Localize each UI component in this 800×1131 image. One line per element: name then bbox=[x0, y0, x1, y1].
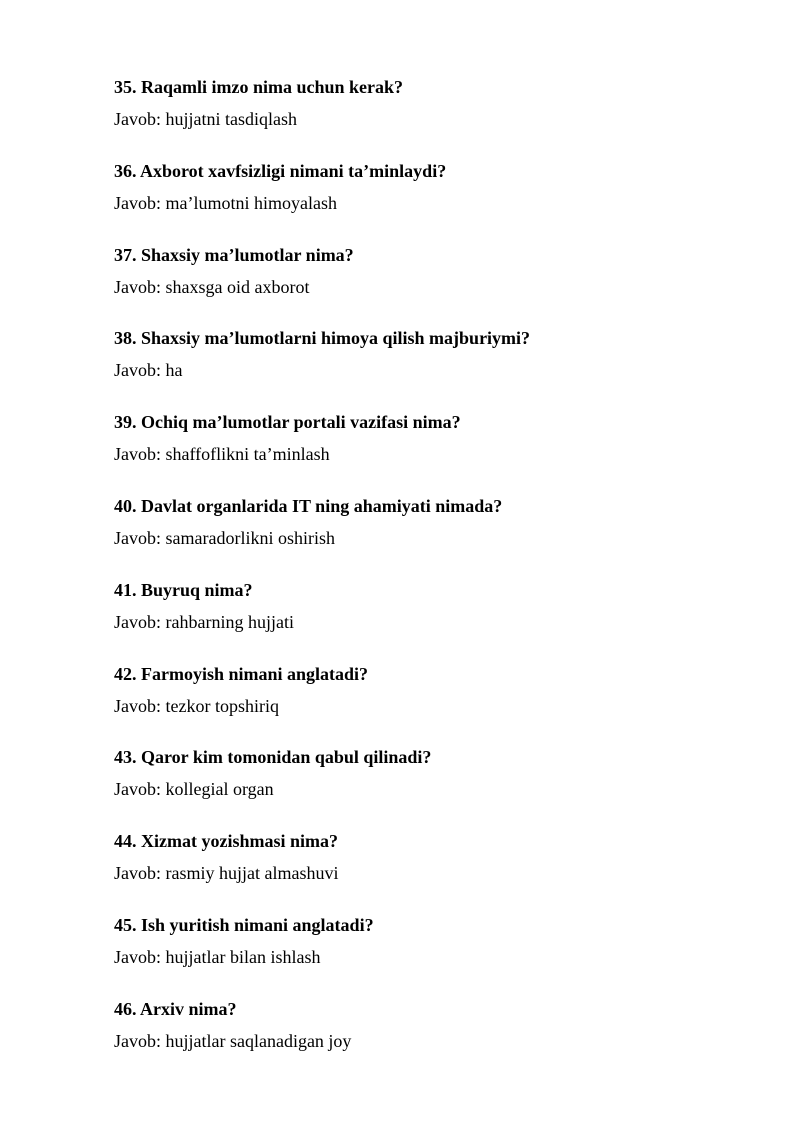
answer-text: Javob: ha bbox=[114, 360, 183, 381]
question-text: 41. Buyruq nima? bbox=[114, 579, 253, 600]
question-text: 40. Davlat organlarida IT ning ahamiyati nimada? bbox=[114, 495, 503, 516]
qa-item bbox=[114, 912, 754, 996]
qa-item bbox=[114, 493, 754, 577]
qa-item bbox=[114, 325, 754, 409]
qa-item bbox=[114, 661, 754, 745]
answer-text: Javob: rahbarning hujjati bbox=[114, 611, 294, 632]
question-text: 35. Raqamli imzo nima uchun kerak? bbox=[114, 77, 404, 97]
answer-text: Javob: shaffoflikni ta’minlash bbox=[114, 444, 330, 465]
qa-item bbox=[114, 828, 754, 912]
question-text: 36. Axborot xavfsizligi nimani ta’minlaydi? bbox=[114, 160, 447, 181]
answer-text: Javob: hujjatlar saqlanadigan joy bbox=[114, 1030, 352, 1051]
answer-text: Javob: shaxsga oid axborot bbox=[114, 276, 310, 297]
question-text: 42. Farmoyish nimani anglatadi? bbox=[114, 663, 369, 684]
qa-item bbox=[114, 158, 754, 242]
answer-text: Javob: hujjatni tasdiqlash bbox=[114, 109, 297, 129]
answer-text: Javob: ma’lumotni himoyalash bbox=[114, 192, 337, 213]
question-text: 44. Xizmat yozishmasi nima? bbox=[114, 831, 338, 852]
qa-list bbox=[114, 74, 754, 1080]
answer-text: Javob: samaradorlikni oshirish bbox=[114, 527, 335, 548]
question-text: 45. Ish yuritish nimani anglatadi? bbox=[114, 914, 374, 935]
question-text: 37. Shaxsiy ma’lumotlar nima? bbox=[114, 244, 354, 265]
answer-text: Javob: hujjatlar bilan ishlash bbox=[114, 946, 321, 967]
qa-item bbox=[114, 74, 754, 158]
answer-text: Javob: rasmiy hujjat almashuvi bbox=[114, 863, 339, 884]
qa-item bbox=[114, 242, 754, 326]
answer-text: Javob: kollegial organ bbox=[114, 779, 274, 800]
qa-item bbox=[114, 996, 754, 1080]
qa-item bbox=[114, 577, 754, 661]
question-text: 46. Arxiv nima? bbox=[114, 998, 237, 1019]
qa-item bbox=[114, 744, 754, 828]
qa-item bbox=[114, 409, 754, 493]
answer-text: Javob: tezkor topshiriq bbox=[114, 695, 279, 716]
question-text: 39. Ochiq ma’lumotlar portali vazifasi nima? bbox=[114, 412, 461, 433]
question-text: 43. Qaror kim tomonidan qabul qilinadi? bbox=[114, 747, 432, 768]
question-text: 38. Shaxsiy ma’lumotlarni himoya qilish majburiymi? bbox=[114, 328, 531, 349]
